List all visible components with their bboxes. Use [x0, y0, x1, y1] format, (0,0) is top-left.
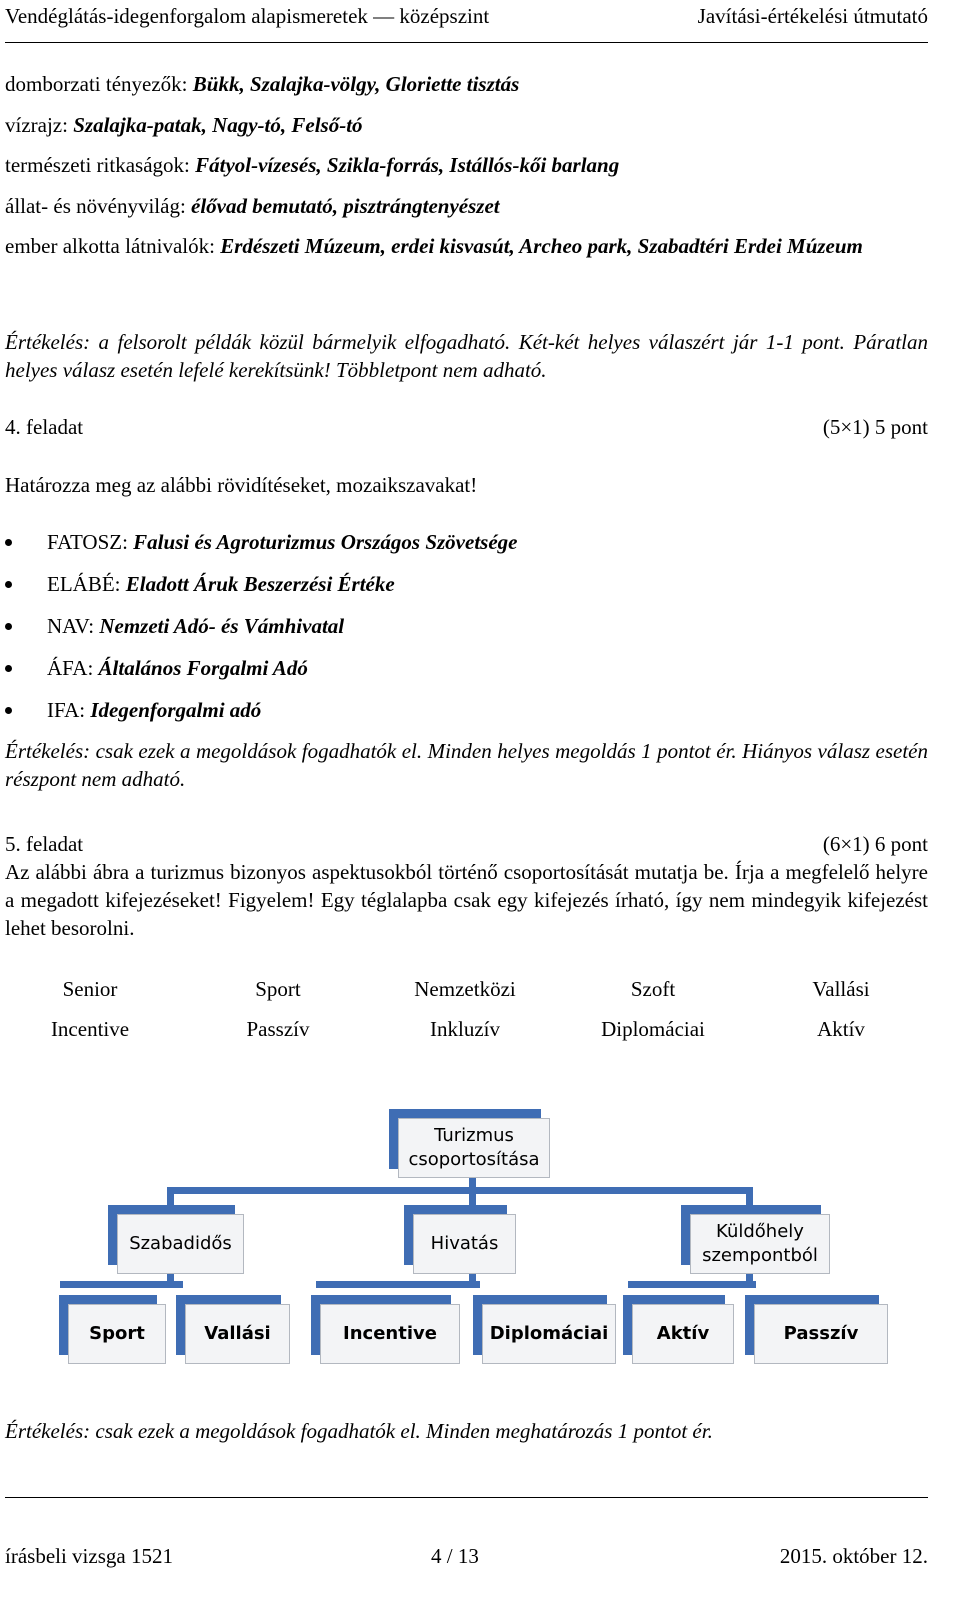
connector — [469, 1187, 476, 1207]
header-right: Javítási-értékelési útmutató — [697, 4, 928, 28]
answer-line: ember alkotta látnivalók: Erdészeti Múzeum, erdei kisvasút, Archeo park, Szabadtéri Erdei Múzeum — [5, 234, 863, 258]
connector — [167, 1187, 174, 1207]
answer-line: állat- és növényvilág: élővad bemutató, pisztrángtenyészet — [5, 194, 500, 218]
page-header — [5, 0, 928, 43]
bullet-icon — [5, 539, 12, 546]
word-option: Inkluzív — [430, 1017, 500, 1041]
diagram-category-box: Szabadidős — [117, 1214, 244, 1274]
bullet-icon — [5, 707, 12, 714]
diagram-answer-box: Diplomáciai — [482, 1304, 616, 1364]
footer-date: 2015. október 12. — [779, 1544, 928, 1568]
evaluation-note: Értékelés: csak ezek a megoldások fogadhatók el. Minden meghatározás 1 pontot ér. — [5, 1419, 713, 1443]
answer-line: természeti ritkaságok: Fátyol-vízesés, Szikla-forrás, Istállós-kői barlang — [5, 153, 620, 177]
evaluation-note: Értékelés: csak ezek a megoldások fogadhatók el. Minden helyes megoldás 1 pontot ér. Hiányos válasz esetén részpont nem adható. — [5, 739, 928, 791]
evaluation-note: Értékelés: a felsorolt példák közül bármelyik elfogadható. Két-két helyes válaszért jár 1-1 pont. Páratlan helyes válasz esetén lefelé kerekítsünk! Többletpont nem adható. — [5, 330, 928, 382]
word-option: Incentive — [50, 1017, 130, 1041]
footer-left: írásbeli vizsga 1521 — [5, 1544, 173, 1568]
diagram-category-box: Küldőhely szempontból — [690, 1214, 830, 1274]
bullet-icon — [5, 623, 12, 630]
diagram-answer-box: Aktív — [632, 1304, 734, 1364]
diagram-root-box: Turizmus csoportosítása — [398, 1118, 550, 1178]
diagram-answer-box: Passzív — [754, 1304, 888, 1364]
word-option: Vallási — [812, 977, 870, 1001]
word-option: Passzív — [246, 1017, 310, 1041]
task-title: 4. feladat — [5, 415, 84, 439]
diagram-answer-box: Sport — [68, 1304, 166, 1364]
task-points: (5×1) 5 pont — [822, 415, 928, 439]
task-points: (6×1) 6 pont — [822, 832, 928, 856]
task-4-heading — [5, 413, 928, 441]
answer-line: domborzati tényezők: Bükk, Szalajka-völgy, Gloriette tisztás — [5, 72, 520, 96]
task-prompt: Az alábbi ábra a turizmus bizonyos aspektusokból történő csoportosítását mutatja be. Írja a megfelelő helyre a megadott kifejezéseket! Figyelem! Egy téglalapba csak egy kifejezés írható, így nem mindegyik kifejezést lehet besorolni. — [5, 860, 928, 940]
task-prompt: Határozza meg az alábbi rövidítéseket, mozaikszavakat! — [5, 473, 478, 497]
word-option: Aktív — [817, 1017, 865, 1041]
diagram-answer-box: Vallási — [185, 1304, 290, 1364]
word-option: Diplomáciai — [601, 1017, 705, 1041]
connector — [746, 1187, 753, 1207]
bullet-icon — [5, 665, 12, 672]
answer-line: vízrajz: Szalajka-patak, Nagy-tó, Felső-tó — [5, 113, 363, 137]
word-option: Sport — [255, 977, 301, 1001]
word-option: Szoft — [630, 977, 676, 1001]
diagram-answer-box: Incentive — [320, 1304, 460, 1364]
page-footer — [5, 1497, 928, 1568]
connector — [60, 1281, 183, 1288]
connector — [316, 1281, 480, 1288]
diagram-category-box: Hivatás — [413, 1214, 516, 1274]
word-option: Nemzetközi — [414, 977, 516, 1001]
task-5-heading — [5, 830, 928, 858]
connector — [167, 1187, 753, 1194]
bullet-icon — [5, 581, 12, 588]
connector — [628, 1281, 756, 1288]
task-title: 5. feladat — [5, 832, 84, 856]
word-option: Senior — [62, 977, 118, 1001]
header-left: Vendéglátás-idegenforgalom alapismeretek — középszint — [5, 4, 490, 28]
page-number: 4 / 13 — [431, 1544, 479, 1568]
